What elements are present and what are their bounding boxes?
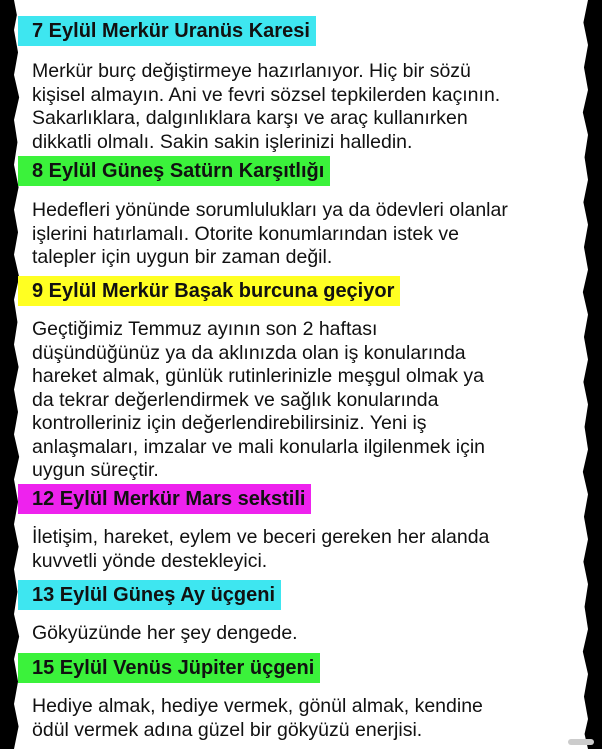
section-text: Merkür burç değiştirmeye hazırlanıyor. Hiç bir sözü kişisel almayın. Ani ve fevri sözsel tepkilerden kaçının. Sakarlıklara, dalgınlıklara karşı ve araç kullanırken dikkatli olmalı. Sakin sakin işlerinizi halledin. xyxy=(32,60,501,153)
section-heading: 13 Eylül Güneş Ay üçgeni xyxy=(18,580,281,610)
section-heading: 15 Eylül Venüs Jüpiter üçgeni xyxy=(18,653,320,683)
page-indicator-icon xyxy=(568,739,594,745)
section-text: İletişim, hareket, eylem ve beceri gereken her alanda kuvvetli yönde destekleyici. xyxy=(32,526,490,572)
section-heading: 9 Eylül Merkür Başak burcuna geçiyor xyxy=(18,276,400,306)
section-text: Hedefleri yönünde sorumlulukları ya da ödevleri olanlar işlerini hatırlamalı. Otorite konumlarından istek ve talepler için uygun bir zaman değil. xyxy=(32,199,508,268)
section-text: Hediye almak, hediye vermek, gönül almak, kendine ödül vermek adına güzel bir gökyüzü enerjisi. xyxy=(32,695,483,741)
section-heading: 8 Eylül Güneş Satürn Karşıtlığı xyxy=(18,156,330,186)
section-text: Gökyüzünde her şey dengede. xyxy=(32,622,298,644)
section-text: Geçtiğimiz Temmuz ayının son 2 haftası düşündüğünüz ya da aklınızda olan iş konularında hareket almak, günlük rutinlerinizle meşgul olmak ya da tekrar değerlendirmek ve sağlık konularında kontrolleriniz için değerlendirebilirsiniz. Yeni iş anlaşmaları, imzalar ve mali konularla ilgilenmek için uygun süreçtir. xyxy=(32,318,486,481)
section-heading: 7 Eylül Merkür Uranüs Karesi xyxy=(18,16,316,46)
section-heading: 12 Eylül Merkür Mars sekstili xyxy=(18,484,311,514)
